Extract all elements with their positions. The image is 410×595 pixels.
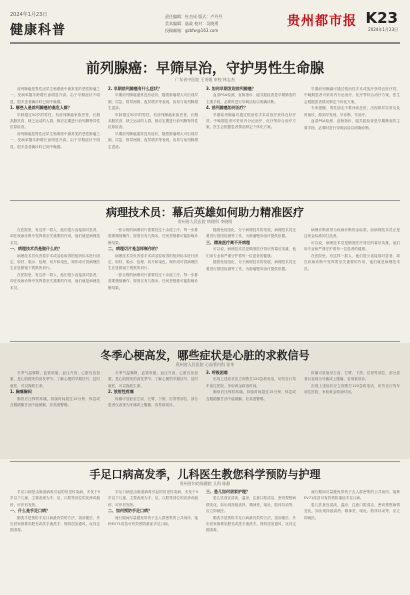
article-2-col-2 bbox=[108, 227, 198, 337]
article-paragraph: 一张合格的病理切片需要经过十余道工序，每一步都需要精细操作，厚度仅有几微米，任何差错都可能影响诊断结果。 bbox=[108, 273, 198, 290]
article-subhead: 3. 呼吸困难 bbox=[206, 370, 228, 375]
article-4-col-4 bbox=[304, 489, 400, 589]
credit-line: 美术编辑：陆政 校对：吴晓勇 bbox=[165, 21, 219, 26]
article-paragraph: 出现上述症状应立即拨打120急救电话，切勿自行驾车前往医院，争取黄金救治时间。 bbox=[206, 377, 296, 388]
article-4-title: 手足口病高发季，儿科医生教您科学预防与护理 bbox=[89, 468, 321, 481]
article-paragraph: 疼痛可放射至左肩、左臂、下颌、后背等部位，部分患者仅表现为牙痛或上腹痛，容易被误诊。 bbox=[108, 396, 198, 407]
article-paragraph: 病理技术员负责将手术或活检取得的组织标本进行固定、取材、脱水、包埋、切片和染色，制作成可供病理医生在显微镜下观察的切片。 bbox=[10, 253, 100, 271]
article-paragraph: 早期前列腺癌可通过根治性手术或放疗获得良好疗效，中晚期患者可采用内分泌治疗、化疗等综合治疗方案，医生会根据患者情况制定个体化方案。 bbox=[304, 87, 400, 104]
article-3-byline: 贵州省人民医院 心血管内科 张华 bbox=[175, 362, 235, 367]
article-subhead: 2. 早期前列腺癌有什么症状？ bbox=[108, 86, 162, 91]
article-subhead: 2. 放射性疼痛 bbox=[108, 389, 134, 395]
article-divider bbox=[10, 200, 400, 201]
article-1-col-4 bbox=[304, 86, 400, 196]
issue-date: 2024年1月23日 bbox=[368, 27, 398, 32]
article-paragraph: 病理诊断被誉为疾病诊断的金标准，而病理技术员正是这块金标准的打造者。 bbox=[304, 228, 400, 239]
article-1-byline: 广东省中医院 王英媛 审校 林志杰 bbox=[175, 77, 235, 82]
article-paragraph: 前列腺癌是男性泌尿生殖系统中最常见的恶性肿瘤之一，发病率随年龄增长而明显升高。由于早期症状不明显，很多患者确诊时已到中晚期。 bbox=[10, 87, 100, 104]
article-subhead: 3. 如何早期发现前列腺癌？ bbox=[206, 86, 256, 91]
article-2-col-4 bbox=[304, 227, 400, 337]
article-paragraph: 年龄超过50岁的男性，有前列腺癌家族史者，长期高脂饮食、缺乏运动的人群，都应定期进行前列腺特异性抗原检查。 bbox=[10, 112, 100, 130]
article-3-col-2 bbox=[108, 370, 198, 454]
article-subhead: 一、什么是手足口病？ bbox=[10, 508, 50, 514]
article-paragraph: 流行期间尽量避免带孩子去人群密集的公共场所，接种EV71疫苗可有效预防重症手足口病。 bbox=[108, 515, 198, 526]
page-number: K23 bbox=[365, 9, 398, 27]
article-1-col-1 bbox=[10, 86, 100, 196]
article-4-col-1 bbox=[10, 489, 100, 589]
article-paragraph: 冬季气温骤降，血管收缩，血压升高，心脏负担加重，是心肌梗死的高发季节。了解心梗的早期信号，及时就医，可以挽救生命。 bbox=[108, 371, 198, 388]
editor-credits bbox=[165, 13, 285, 34]
credit-line: 投稿邮箱：gzbfw@163.com bbox=[165, 28, 219, 33]
article-paragraph: 病理技术员负责将手术或活检取得的组织标本进行固定、取材、脱水、包埋、切片和染色，制作成可供病理医生在显微镜下观察的切片。 bbox=[108, 253, 198, 271]
article-subhead: 4. 前列腺癌如何治疗？ bbox=[206, 105, 248, 111]
article-paragraph: 手足口病是由肠道病毒引起的常见传染病，多发于5岁以下儿童，主要表现为手、足、口腔等部位的皮疹或疱疹，可伴有发热。 bbox=[10, 490, 100, 507]
article-subhead: 三、精准医疗离不开病理 bbox=[206, 240, 250, 246]
credit-line: 责任编辑：杜杰成 版式：卢丹丹 bbox=[165, 14, 223, 19]
article-3-col-3 bbox=[206, 370, 296, 454]
article-2-byline: 贵州省人民医院 病理科 李晓明 bbox=[177, 219, 233, 224]
article-paragraph: 勤洗手是预防手足口病最有效的方法，饭前便后、外出回家都要用肥皂或洗手液洗手，保持居室通风，玩具定期消毒。 bbox=[10, 515, 100, 533]
article-paragraph: 随着免疫组化、分子病理技术的发展，病理技术员还要进行基因检测等工作，为肿瘤靶向治疗提供依据。 bbox=[206, 260, 296, 271]
article-paragraph: 专家提醒，男性朋友不要讳疾忌医，出现排尿异常应及时就诊，做到早发现、早诊断、早治疗。 bbox=[304, 106, 400, 117]
article-divider bbox=[10, 461, 400, 462]
article-subhead: 1. 哪些人是前列腺癌的高危人群？ bbox=[10, 105, 72, 111]
article-paragraph: 早期前列腺癌可通过根治性手术或放疗获得良好疗效，中晚期患者可采用内分泌治疗、化疗等综合治疗方案，医生会根据患者情况制定个体化方案。 bbox=[206, 112, 296, 130]
article-paragraph: 血清PSA检测、直肠指诊、磁共振检查是早期筛查的主要手段，必要时进行穿刺活检以明确诊断。 bbox=[304, 119, 400, 130]
article-paragraph: 可以说，病理技术员是精准医疗背后的幕后英雄，他们用专业和严谨守护着每一位患者的健康。 bbox=[206, 247, 296, 258]
article-paragraph: 手足口病是由肠道病毒引起的常见传染病，多发于5岁以下儿童，主要表现为手、足、口腔等部位的皮疹或疱疹，可伴有发热。 bbox=[108, 490, 198, 507]
article-paragraph: 冬季气温骤降，血管收缩，血压升高，心脏负担加重，是心肌梗死的高发季节。了解心梗的早期信号，及时就医，可以挽救生命。 bbox=[10, 371, 100, 388]
article-paragraph: 年龄超过50岁的男性，有前列腺癌家族史者，长期高脂饮食、缺乏运动的人群，都应定期进行前列腺特异性抗原检查。 bbox=[108, 112, 198, 130]
section-title: 健康科普 bbox=[10, 23, 67, 38]
article-paragraph: 勤洗手是预防手足口病最有效的方法，饭前便后、外出回家都要用肥皂或洗手液洗手，保持居室通风，玩具定期消毒。 bbox=[206, 515, 296, 533]
article-paragraph: 在医院里，有这样一群人，他们很少直接面对患者，却在疾病诊断中发挥着至关重要的作用，他们就是病理技术员。 bbox=[10, 228, 100, 245]
article-paragraph: 可以说，病理技术员是精准医疗背后的幕后英雄，他们用专业和严谨守护着每一位患者的健康。 bbox=[304, 241, 400, 252]
article-paragraph: 前列腺癌是男性泌尿生殖系统中最常见的恶性肿瘤之一，发病率随年龄增长而明显升高。由于早期症状不明显，很多患者确诊时已到中晚期。 bbox=[10, 132, 100, 149]
article-paragraph: 胸骨后压榨样疼痛，持续时间超过15分钟，休息或含服硝酸甘油不能缓解，应高度警惕。 bbox=[206, 390, 296, 401]
article-paragraph: 随着免疫组化、分子病理技术的发展，病理技术员还要进行基因检测等工作，为肿瘤靶向治疗提供依据。 bbox=[206, 228, 296, 239]
article-subhead: 二、病理切片是怎样制作的？ bbox=[108, 246, 160, 252]
article-paragraph: 早期前列腺癌通常没有症状，随着肿瘤增大可出现尿频、尿急、排尿困难、夜尿增多等表现，容易与前列腺增生混淆。 bbox=[108, 132, 198, 149]
article-paragraph: 患儿饮食宜清淡、温凉，注意口腔清洁，密切观察病情变化，如出现持续高热、精神差、呕吐、肢体抖动等，应立即就医。 bbox=[206, 496, 296, 513]
article-2-col-1 bbox=[10, 227, 100, 337]
article-4-col-2 bbox=[108, 489, 198, 589]
article-paragraph: 一张合格的病理切片需要经过十余道工序，每一步都需要精细操作，厚度仅有几微米，任何差错都可能影响诊断结果。 bbox=[108, 228, 198, 245]
page-info: 2024年1月23日 bbox=[10, 12, 48, 18]
article-subhead: 三、患儿如何居家护理？ bbox=[206, 489, 250, 494]
article-subhead: 一、病理技术员是做什么的？ bbox=[10, 246, 62, 252]
article-divider bbox=[10, 341, 400, 342]
article-2-col-3 bbox=[206, 227, 296, 337]
article-paragraph: 在医院里，有这样一群人，他们很少直接面对患者，却在疾病诊断中发挥着至关重要的作用，他们就是病理技术员。 bbox=[10, 273, 100, 290]
article-paragraph: 在医院里，有这样一群人，他们很少直接面对患者，却在疾病诊断中发挥着至关重要的作用，他们就是病理技术员。 bbox=[304, 254, 400, 271]
article-3-col-4 bbox=[304, 370, 400, 454]
article-paragraph: 流行期间尽量避免带孩子去人群密集的公共场所，接种EV71疫苗可有效预防重症手足口病。 bbox=[304, 490, 400, 501]
article-paragraph: 患儿饮食宜清淡、温凉，注意口腔清洁，密切观察病情变化，如出现持续高热、精神差、呕吐、肢体抖动等，应立即就医。 bbox=[304, 503, 400, 520]
page-header bbox=[10, 5, 400, 45]
article-4-byline: 贵州省妇幼保健院 儿科 陈静 bbox=[179, 481, 231, 486]
article-subhead: 1. 胸痛胸闷 bbox=[10, 389, 32, 395]
article-paragraph: 出现上述症状应立即拨打120急救电话，切勿自行驾车前往医院，争取黄金救治时间。 bbox=[304, 384, 400, 395]
newspaper-logo: 贵州都市报 bbox=[287, 14, 358, 29]
header-rule bbox=[10, 42, 400, 44]
article-1-col-3 bbox=[206, 86, 296, 196]
article-paragraph: 血清PSA检测、直肠指诊、磁共振检查是早期筛查的主要手段，必要时进行穿刺活检以明确诊断。 bbox=[206, 93, 296, 104]
article-1-col-2 bbox=[108, 86, 198, 196]
article-subhead: 二、如何预防手足口病？ bbox=[108, 508, 152, 514]
article-paragraph: 早期前列腺癌通常没有症状，随着肿瘤增大可出现尿频、尿急、排尿困难、夜尿增多等表现，容易与前列腺增生混淆。 bbox=[108, 93, 198, 110]
article-4-col-3 bbox=[206, 489, 296, 589]
article-paragraph: 胸骨后压榨样疼痛，持续时间超过15分钟，休息或含服硝酸甘油不能缓解，应高度警惕。 bbox=[10, 396, 100, 407]
article-3-title: 冬季心梗高发，哪些症状是心脏的求救信号 bbox=[100, 349, 310, 362]
article-3-col-1 bbox=[10, 370, 100, 454]
article-1-title: 前列腺癌：早筛早治，守护男性生命腺 bbox=[86, 61, 324, 77]
article-2-title: 病理技术员：幕后英雄如何助力精准医疗 bbox=[106, 206, 304, 219]
article-paragraph: 疼痛可放射至左肩、左臂、下颌、后背等部位，部分患者仅表现为牙痛或上腹痛，容易被误诊。 bbox=[304, 371, 400, 382]
